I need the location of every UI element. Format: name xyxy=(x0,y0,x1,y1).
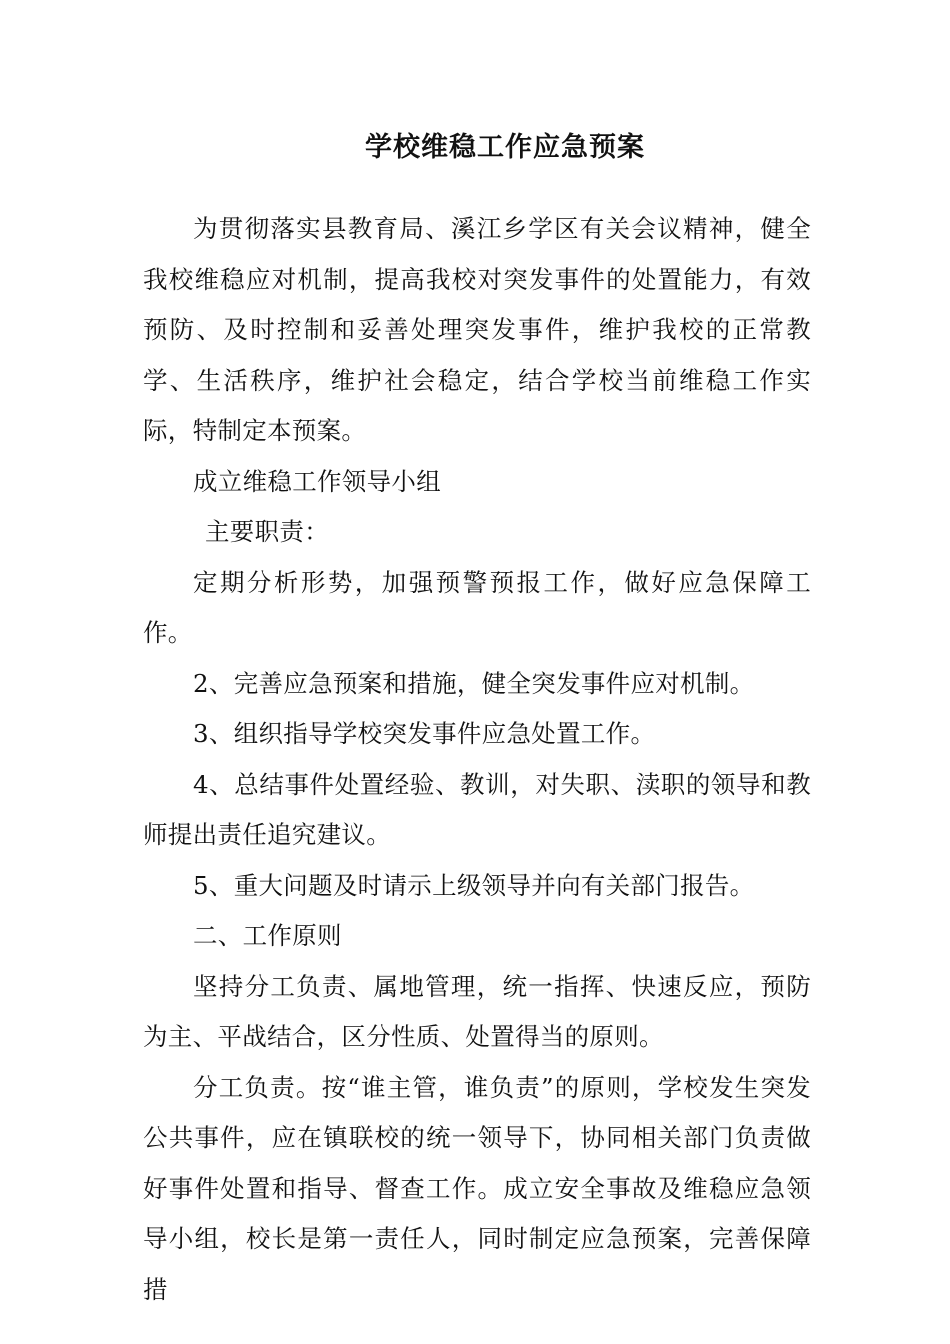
document-title: 学校维稳工作应急预案 xyxy=(365,132,645,163)
paragraph-duty-2: 2、完善应急预案和措施，健全突发事件应对机制。 xyxy=(193,668,755,698)
paragraph-duties-heading: 主要职责： xyxy=(205,517,329,546)
paragraph-duty-3: 3、组织指导学校突发事件应急处置工作。 xyxy=(193,719,656,748)
paragraph-duty-1: 定期分析形势，加强预警预报工作，做好应急保障工作。 xyxy=(143,567,811,647)
paragraph-principles: 坚持分工负责、属地管理，统一指挥、快速反应，预防为主、平战结合，区分性质、处置得当的原则。 xyxy=(143,971,811,1051)
paragraph-duty-5: 5、重大问题及时请示上级领导并向有关部门报告。 xyxy=(193,870,755,900)
document-body xyxy=(143,204,811,1315)
paragraph-principles-heading: 二、工作原则 xyxy=(193,921,342,950)
paragraph-responsibility: 分工负责。按“谁主管，谁负责”的原则，学校发生突发公共事件，应在镇联校的统一领导下，协同相关部门负责做好事件处置和指导、督查工作。成立安全事故及维稳应急领导小组，校长是第一责任人，同时制定应急预案，完善保障措 xyxy=(143,1072,811,1304)
paragraph-intro: 为贯彻落实县教育局、溪江乡学区有关会议精神，健全我校维稳应对机制，提高我校对突发事件的处置能力，有效预防、及时控制和妥善处理突发事件，维护我校的正常教学、生活秩序，维护社会稳定，结合学校当前维稳工作实际，特制定本预案。 xyxy=(143,214,811,445)
paragraph-duty-4: 4、总结事件处置经验、教训，对失职、渎职的领导和教师提出责任追究建议。 xyxy=(143,769,811,849)
paragraph-section-heading: 成立维稳工作领导小组 xyxy=(193,466,441,496)
